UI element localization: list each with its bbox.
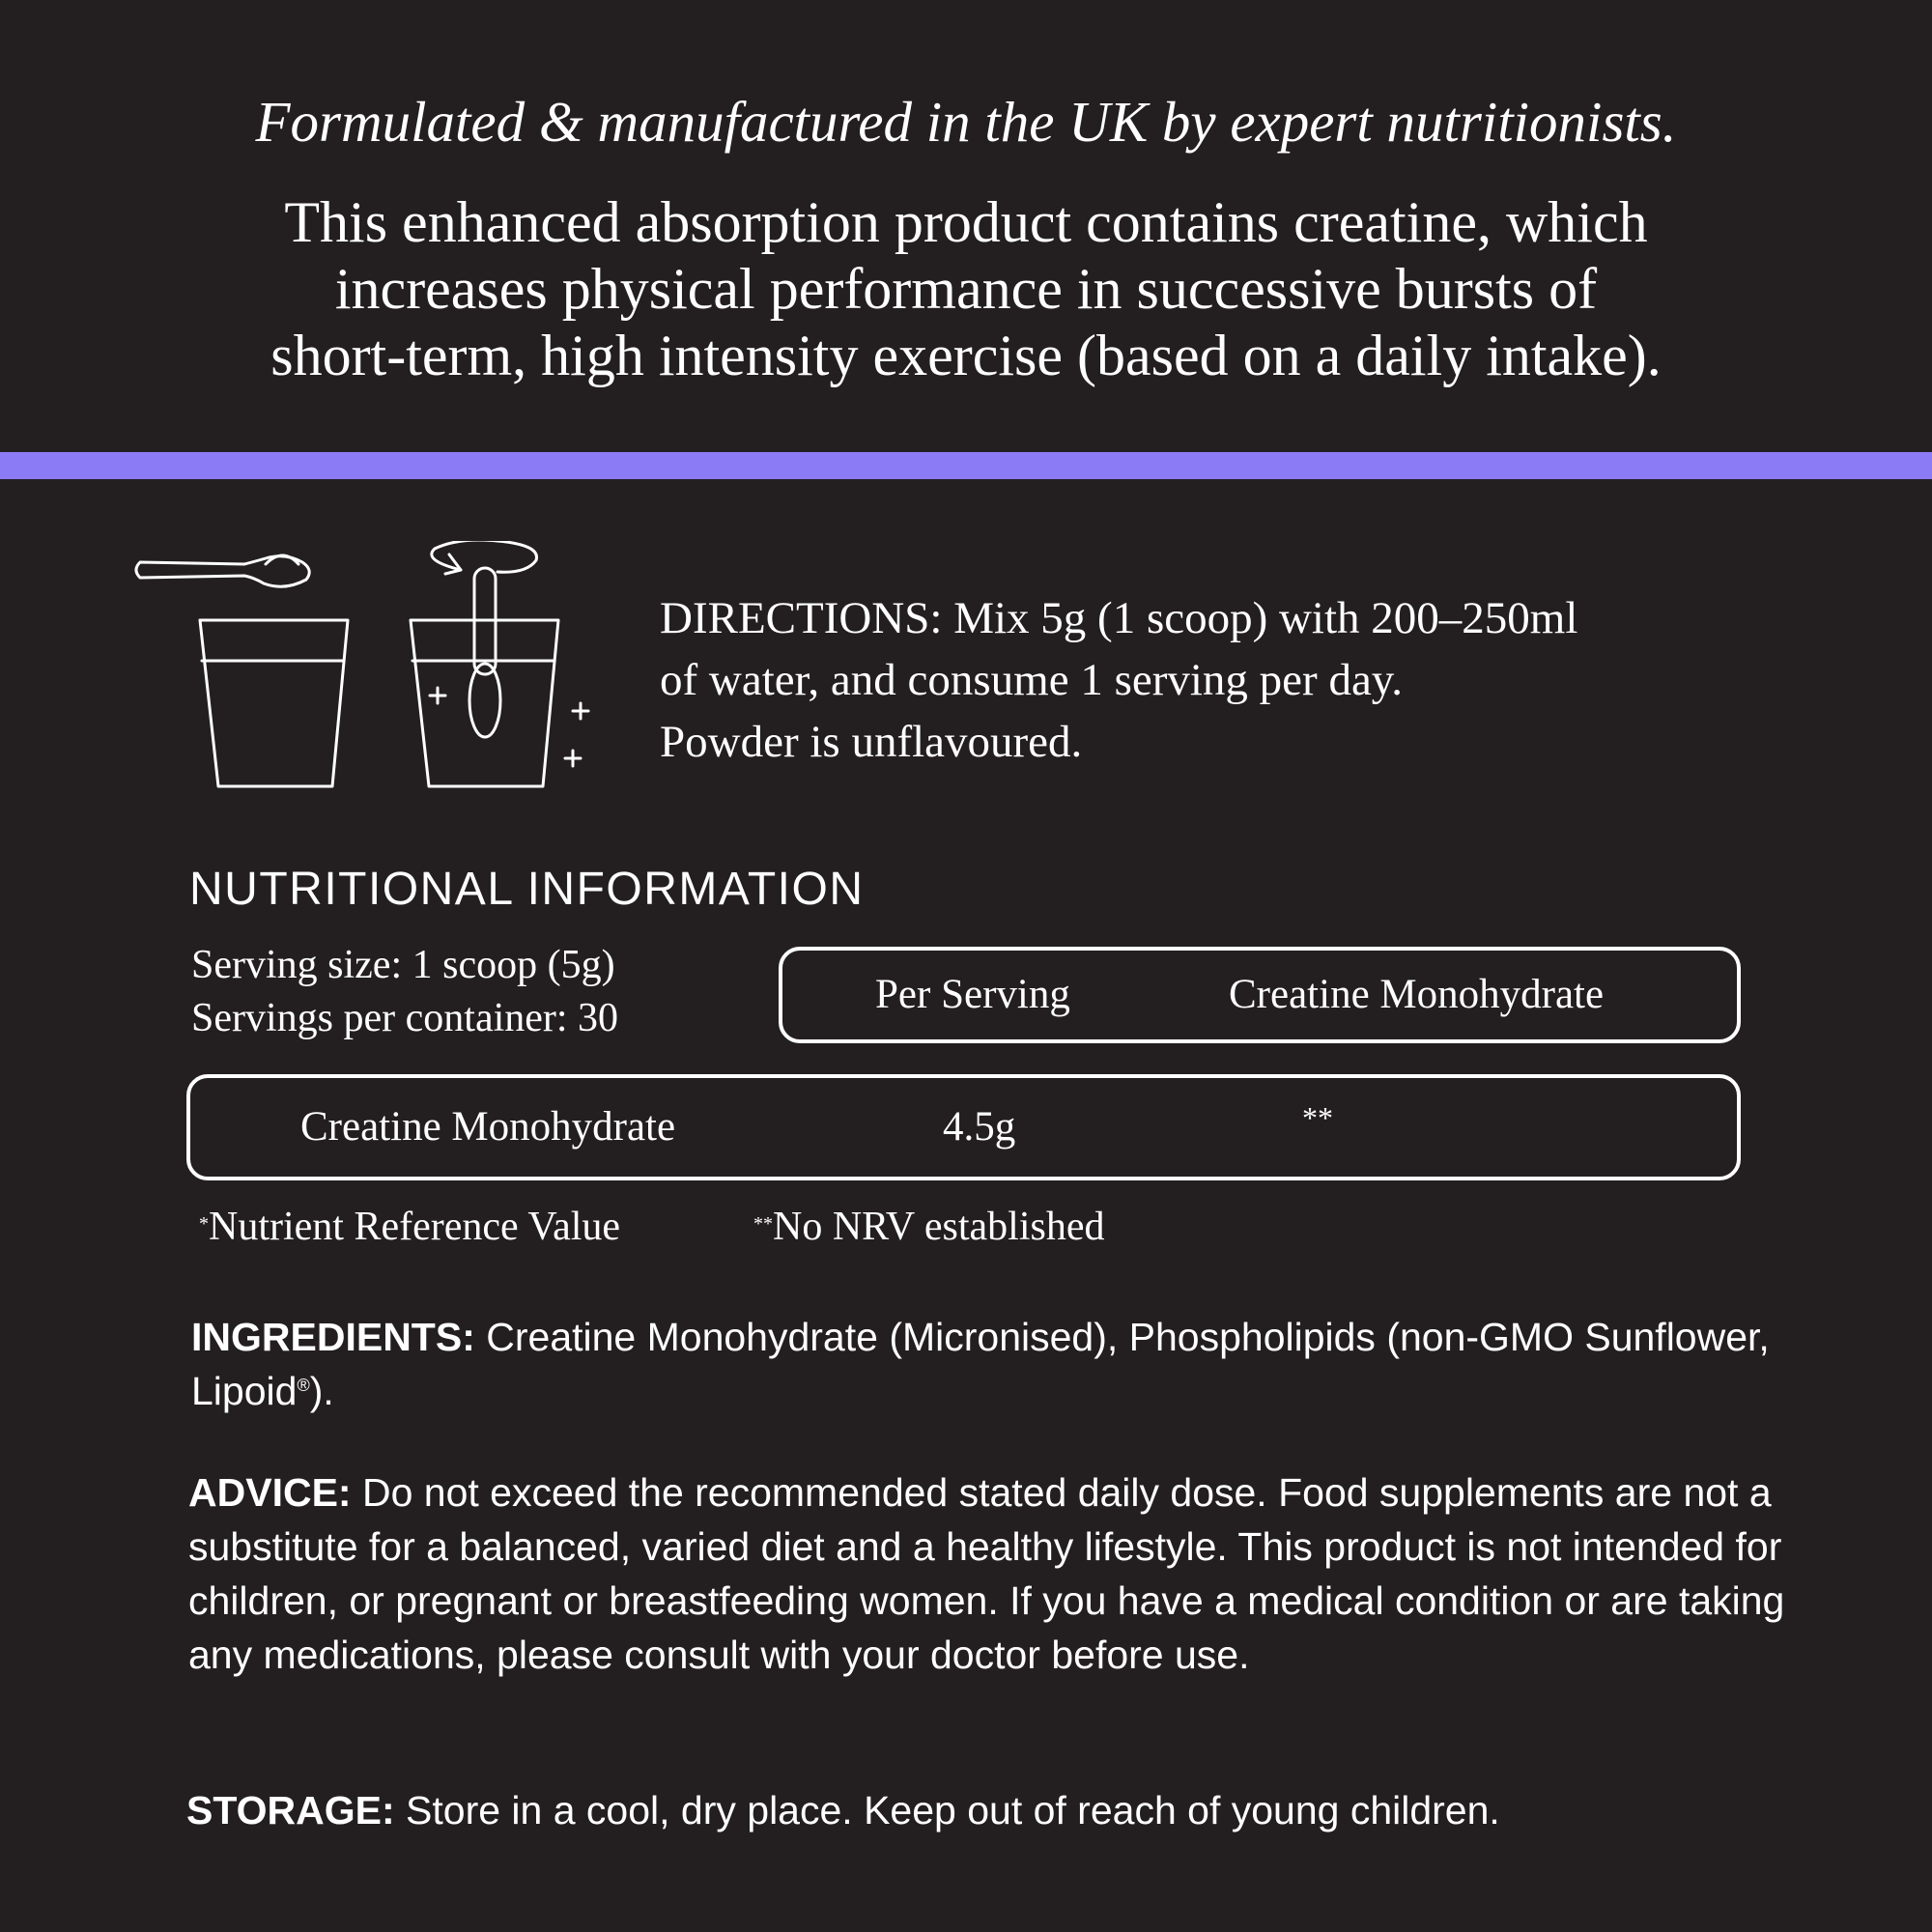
- claim-line: short-term, high intensity exercise (based on a daily intake).: [270, 324, 1662, 387]
- advice-label: ADVICE:: [188, 1470, 352, 1515]
- footnote-mark: **: [753, 1213, 773, 1235]
- advice: [188, 1465, 1811, 1682]
- directions-line: Powder is unflavoured.: [660, 717, 1083, 767]
- row-nrv: **: [1302, 1100, 1333, 1135]
- accent-divider: [0, 452, 1932, 479]
- serving-size: Serving size: 1 scoop (5g): [191, 943, 615, 987]
- storage-text: Store in a cool, dry place. Keep out of reach of young children.: [394, 1788, 1500, 1833]
- claim-line: This enhanced absorption product contains creatine, which: [284, 190, 1648, 254]
- ingredients: [191, 1310, 1795, 1426]
- nutrition-table-header: [779, 947, 1741, 1043]
- row-name: Creatine Monohydrate: [300, 1104, 676, 1150]
- registered-mark: ®: [297, 1376, 310, 1395]
- directions: [660, 587, 1800, 773]
- nutrition-title: NUTRITIONAL INFORMATION: [189, 864, 865, 915]
- table-row: [186, 1074, 1741, 1180]
- claim-line: increases physical performance in successive bursts of: [334, 257, 1598, 321]
- ingredients-end: ).: [309, 1369, 334, 1413]
- storage-label: STORAGE:: [186, 1788, 395, 1833]
- scoop-over-glass-icon: [136, 555, 348, 786]
- footnote-no-nrv: [753, 1204, 1105, 1250]
- stir-glass-icon: [411, 541, 588, 786]
- preparation-icons: [130, 541, 604, 802]
- servings-per-container: Servings per container: 30: [191, 996, 619, 1040]
- footnote-mark: *: [199, 1213, 209, 1235]
- footnote-text: No NRV established: [773, 1205, 1105, 1249]
- tagline: Formulated & manufactured in the UK by expert nutritionists.: [255, 90, 1677, 154]
- row-per-serving: 4.5g: [943, 1104, 1016, 1150]
- footnote-nrv: [199, 1204, 620, 1250]
- column-header-per-serving: Per Serving: [875, 972, 1070, 1017]
- footnote-text: Nutrient Reference Value: [209, 1205, 621, 1249]
- storage: [186, 1783, 1829, 1837]
- column-header-creatine: Creatine Monohydrate: [1229, 972, 1605, 1017]
- ingredients-text: Creatine Monohydrate (Micronised), Phospholipids (non-GMO Sunflower, Lipoid: [191, 1315, 1770, 1413]
- advice-text: Do not exceed the recommended stated daily dose. Food supplements are not a substitute for a balanced, varied diet and a healthy lifestyle. This product is not intended for children, or pregnant or breastfeeding women. If you have a medical condition or are taking any medications, please consult with your doctor before use.: [188, 1470, 1785, 1677]
- directions-line: of water, and consume 1 serving per day.: [660, 655, 1404, 705]
- directions-line: DIRECTIONS: Mix 5g (1 scoop) with 200–250ml: [660, 593, 1578, 643]
- product-claim: [145, 189, 1787, 389]
- ingredients-label: INGREDIENTS:: [191, 1315, 475, 1359]
- serving-info: [191, 939, 618, 1045]
